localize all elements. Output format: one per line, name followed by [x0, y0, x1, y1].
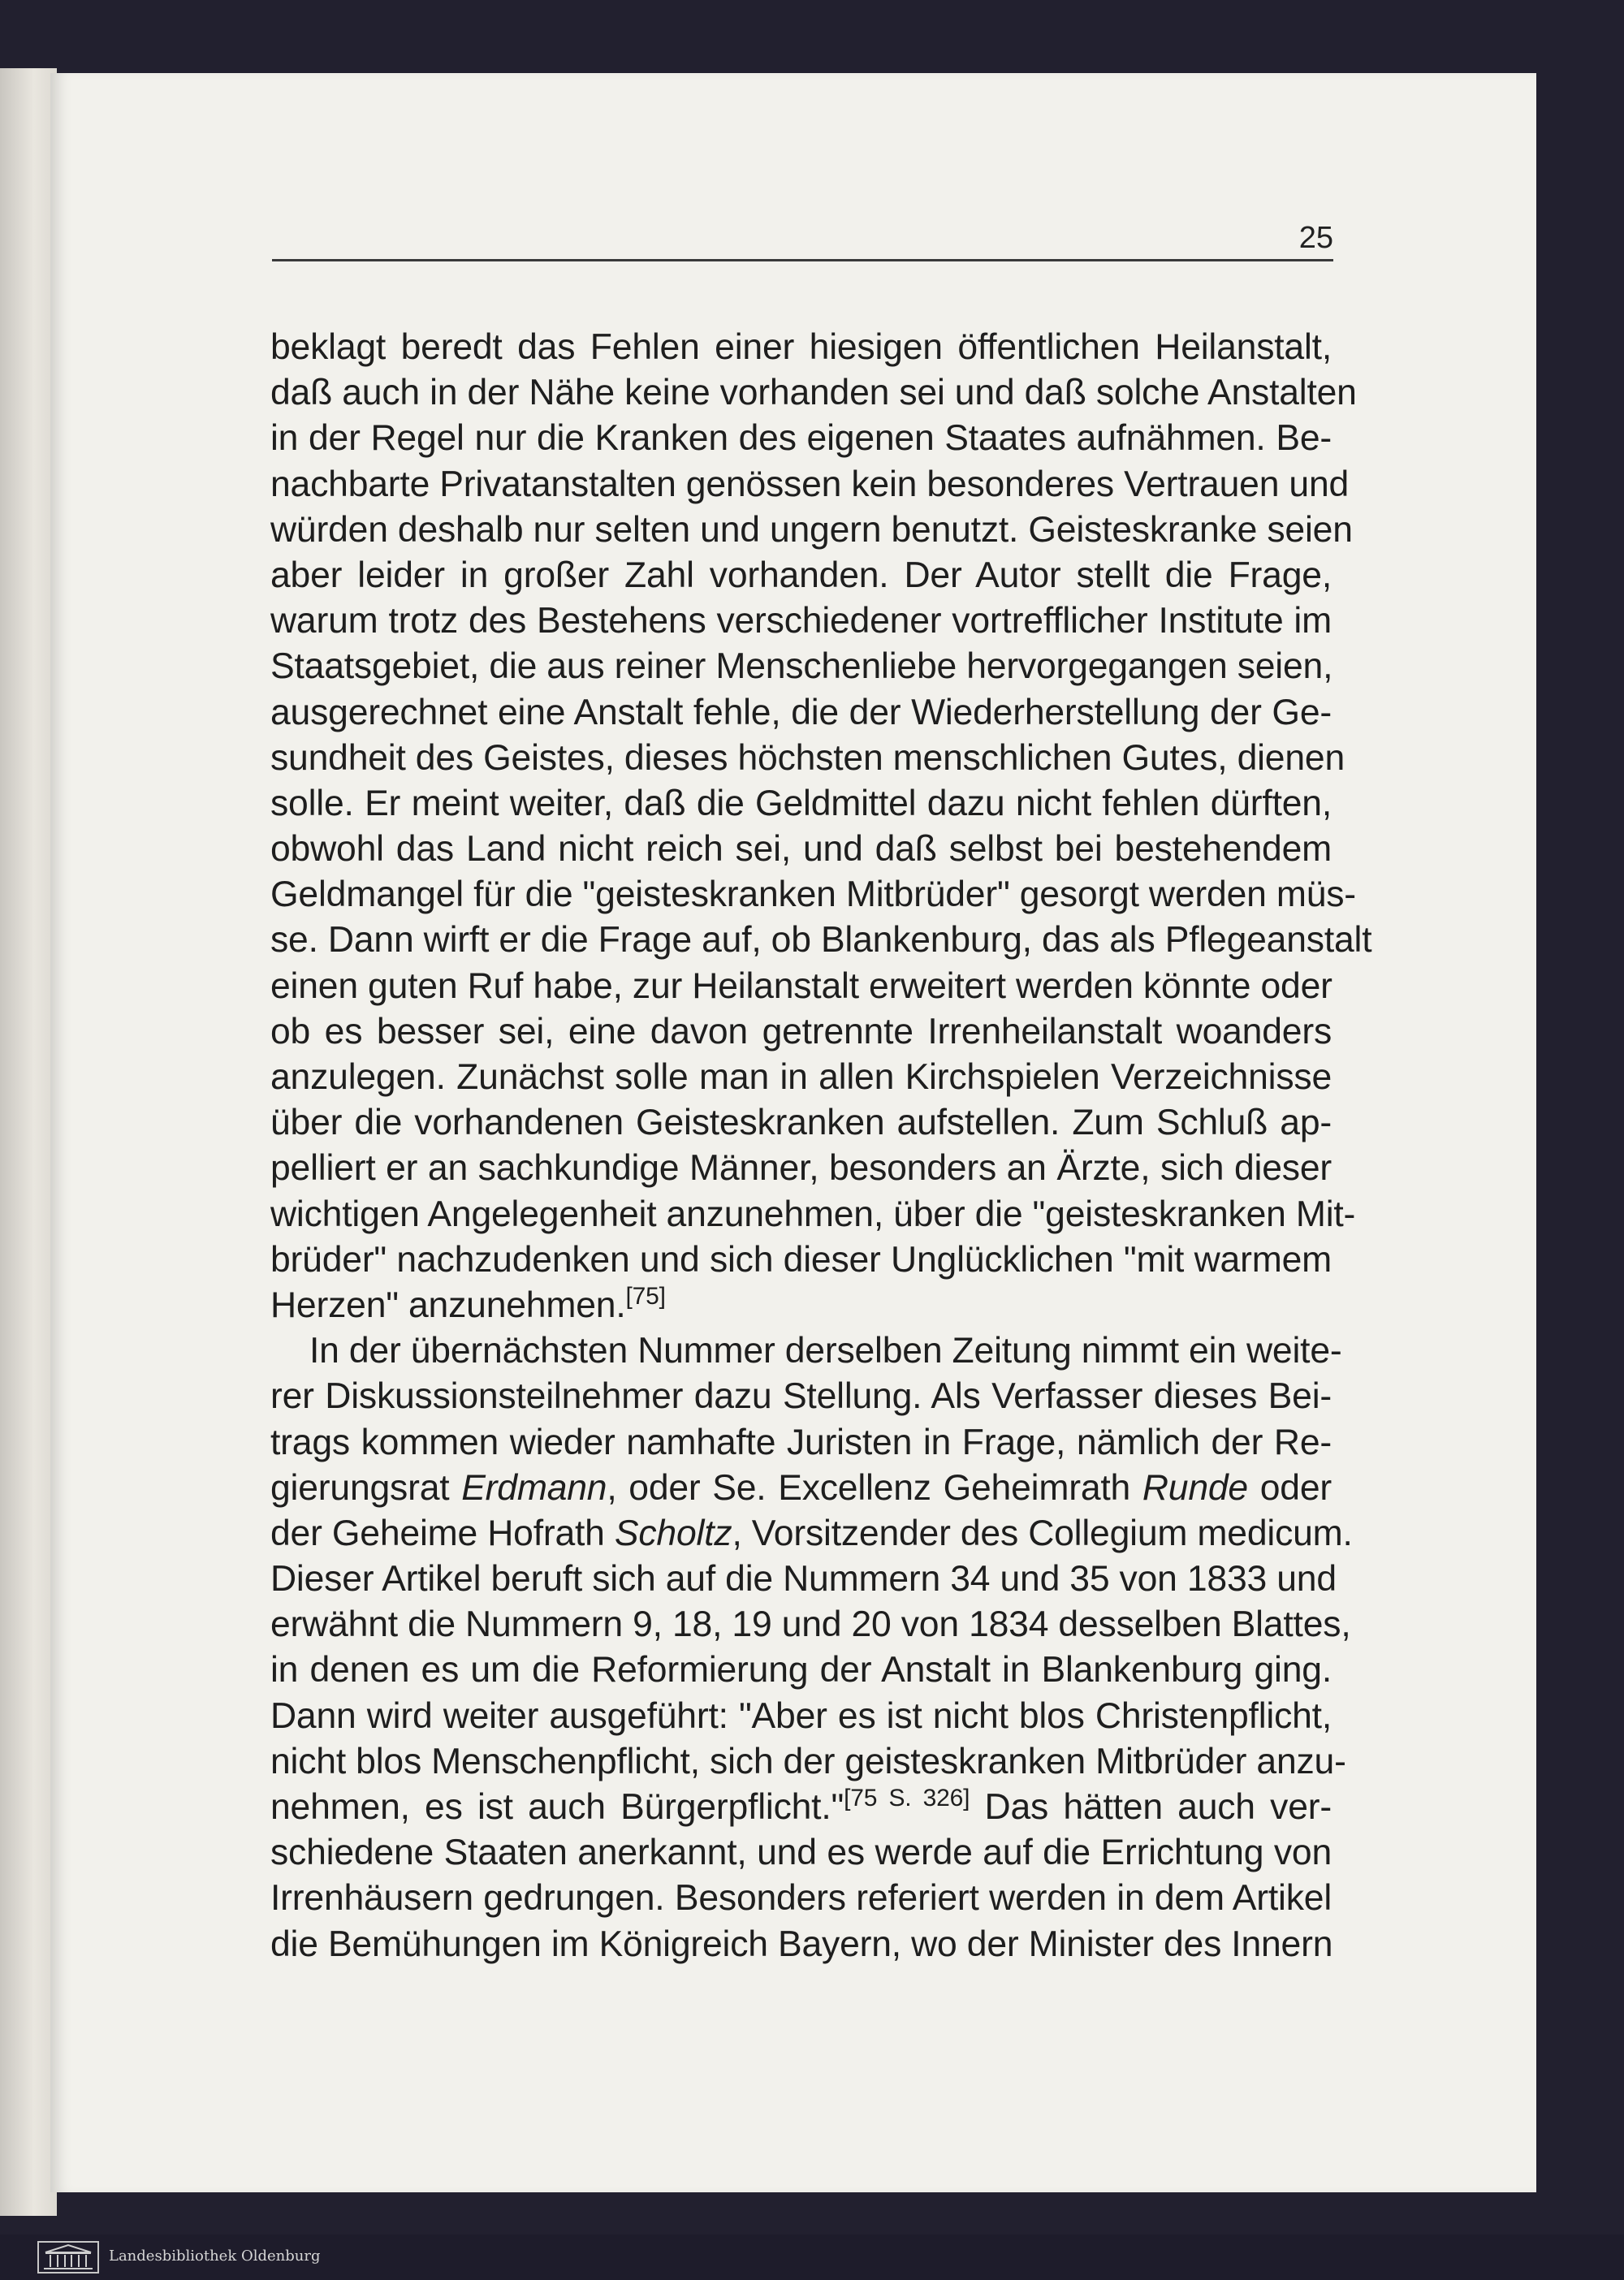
text-line: Dann wird weiter ausgeführt: "Aber es ist nicht blos Christenpflicht,	[270, 1695, 1332, 1736]
text-line: schiedene Staaten anerkannt, und es werde auf die Errichtung von	[270, 1833, 1332, 1873]
text-fragment: , Vorsitzender des Collegium medicum.	[732, 1513, 1353, 1553]
text-line: ob es besser sei, eine davon getrennte Irrenheilanstalt woanders	[270, 1011, 1332, 1051]
text-line	[270, 1466, 1332, 1511]
person-name: Runde	[1142, 1467, 1248, 1508]
text-line: solle. Er meint weiter, daß die Geldmittel dazu nicht fehlen dürften,	[270, 783, 1332, 823]
text-line: nicht blos Menschenpflicht, sich der geisteskranken Mitbrüder anzu-	[270, 1741, 1346, 1781]
text-fragment: nehmen, es ist auch Bürgerpflicht."	[270, 1787, 844, 1827]
text-line: ausgerechnet eine Anstalt fehle, die der Wiederherstellung der Ge-	[270, 692, 1332, 732]
text-line: in der Regel nur die Kranken des eigenen Staates aufnähmen. Be-	[270, 418, 1332, 459]
text-line	[270, 1511, 1353, 1557]
footnote-reference: [75]	[625, 1282, 666, 1310]
text-line: nachbarte Privatanstalten genössen kein besonderes Vertrauen und	[270, 464, 1350, 504]
text-line: Staatsgebiet, die aus reiner Menschenliebe hervorgegangen seien,	[270, 646, 1333, 687]
library-name: Landesbibliothek Oldenburg	[109, 2248, 321, 2265]
person-name: Scholtz	[614, 1513, 732, 1553]
text-line: wichtigen Angelegenheit anzunehmen, über die "geisteskranken Mit-	[270, 1194, 1356, 1234]
text-line: brüder" nachzudenken und sich dieser Unglücklichen "mit warmem	[270, 1239, 1332, 1280]
text-line: daß auch in der Nähe keine vorhanden sei und daß solche Anstalten	[270, 373, 1357, 413]
text-line: rer Diskussionsteilnehmer dazu Stellung. Als Verfasser dieses Bei-	[270, 1376, 1332, 1417]
text-fragment: , oder Se. Excellenz Geheimrath	[607, 1467, 1142, 1508]
header-rule	[272, 259, 1333, 261]
text-line: anzulegen. Zunächst solle man in allen Kirchspielen Verzeichnisse	[270, 1057, 1332, 1097]
text-line: Dieser Artikel beruft sich auf die Nummern 34 und 35 von 1833 und	[270, 1559, 1337, 1600]
text-fragment: der Geheime Hofrath	[270, 1513, 615, 1553]
text-line: se. Dann wirft er die Frage auf, ob Blankenburg, das als Pflegeanstalt	[270, 920, 1372, 961]
library-building-icon	[37, 2241, 99, 2274]
text-line: würden deshalb nur selten und ungern benutzt. Geisteskranke seien	[270, 509, 1353, 550]
text-line: pelliert er an sachkundige Männer, besonders an Ärzte, sich dieser	[270, 1148, 1332, 1189]
text-line: die Bemühungen im Königreich Bayern, wo der Minister des Innern	[270, 1924, 1333, 1964]
previous-page-edge	[0, 68, 57, 2216]
text-fragment: gierungsrat	[270, 1467, 462, 1508]
text-fragment: Herzen" anzunehmen.	[270, 1285, 626, 1325]
text-line: in denen es um die Reformierung der Anstalt in Blankenburg ging.	[270, 1650, 1332, 1691]
text-line: aber leider in großer Zahl vorhanden. Der Autor stellt die Frage,	[270, 555, 1332, 595]
text-line: Irrenhäusern gedrungen. Besonders referiert werden in dem Artikel	[270, 1878, 1332, 1919]
text-line: In der übernächsten Nummer derselben Zeitung nimmt ein weite-	[309, 1331, 1342, 1371]
text-line: obwohl das Land nicht reich sei, und daß selbst bei bestehendem	[270, 829, 1332, 870]
text-line	[270, 1283, 1332, 1328]
text-fragment: oder	[1247, 1467, 1332, 1508]
text-line: über die vorhandenen Geisteskranken aufstellen. Zum Schluß ap-	[270, 1103, 1332, 1143]
text-fragment: Das hätten auch ver-	[970, 1787, 1332, 1827]
body-text	[270, 325, 1372, 1967]
footnote-reference: [75 S. 326]	[844, 1785, 970, 1811]
text-line: erwähnt die Nummern 9, 18, 19 und 20 von 1834 desselben Blattes,	[270, 1604, 1351, 1645]
text-line: Geldmangel für die "geisteskranken Mitbrüder" gesorgt werden müs-	[270, 874, 1356, 915]
text-line: einen guten Ruf habe, zur Heilanstalt erweitert werden könnte oder	[270, 965, 1332, 1006]
page-number: 25	[1298, 221, 1333, 255]
text-line: sundheit des Geistes, dieses höchsten menschlichen Gutes, dienen	[270, 737, 1345, 778]
text-line	[270, 1785, 1332, 1830]
person-name: Erdmann	[461, 1467, 607, 1508]
text-line: beklagt beredt das Fehlen einer hiesigen öffentlichen Heilanstalt,	[270, 327, 1332, 367]
text-line: trags kommen wieder namhafte Juristen in Frage, nämlich der Re-	[270, 1422, 1332, 1462]
text-line: warum trotz des Bestehens verschiedener vortrefflicher Institute im	[270, 601, 1332, 641]
